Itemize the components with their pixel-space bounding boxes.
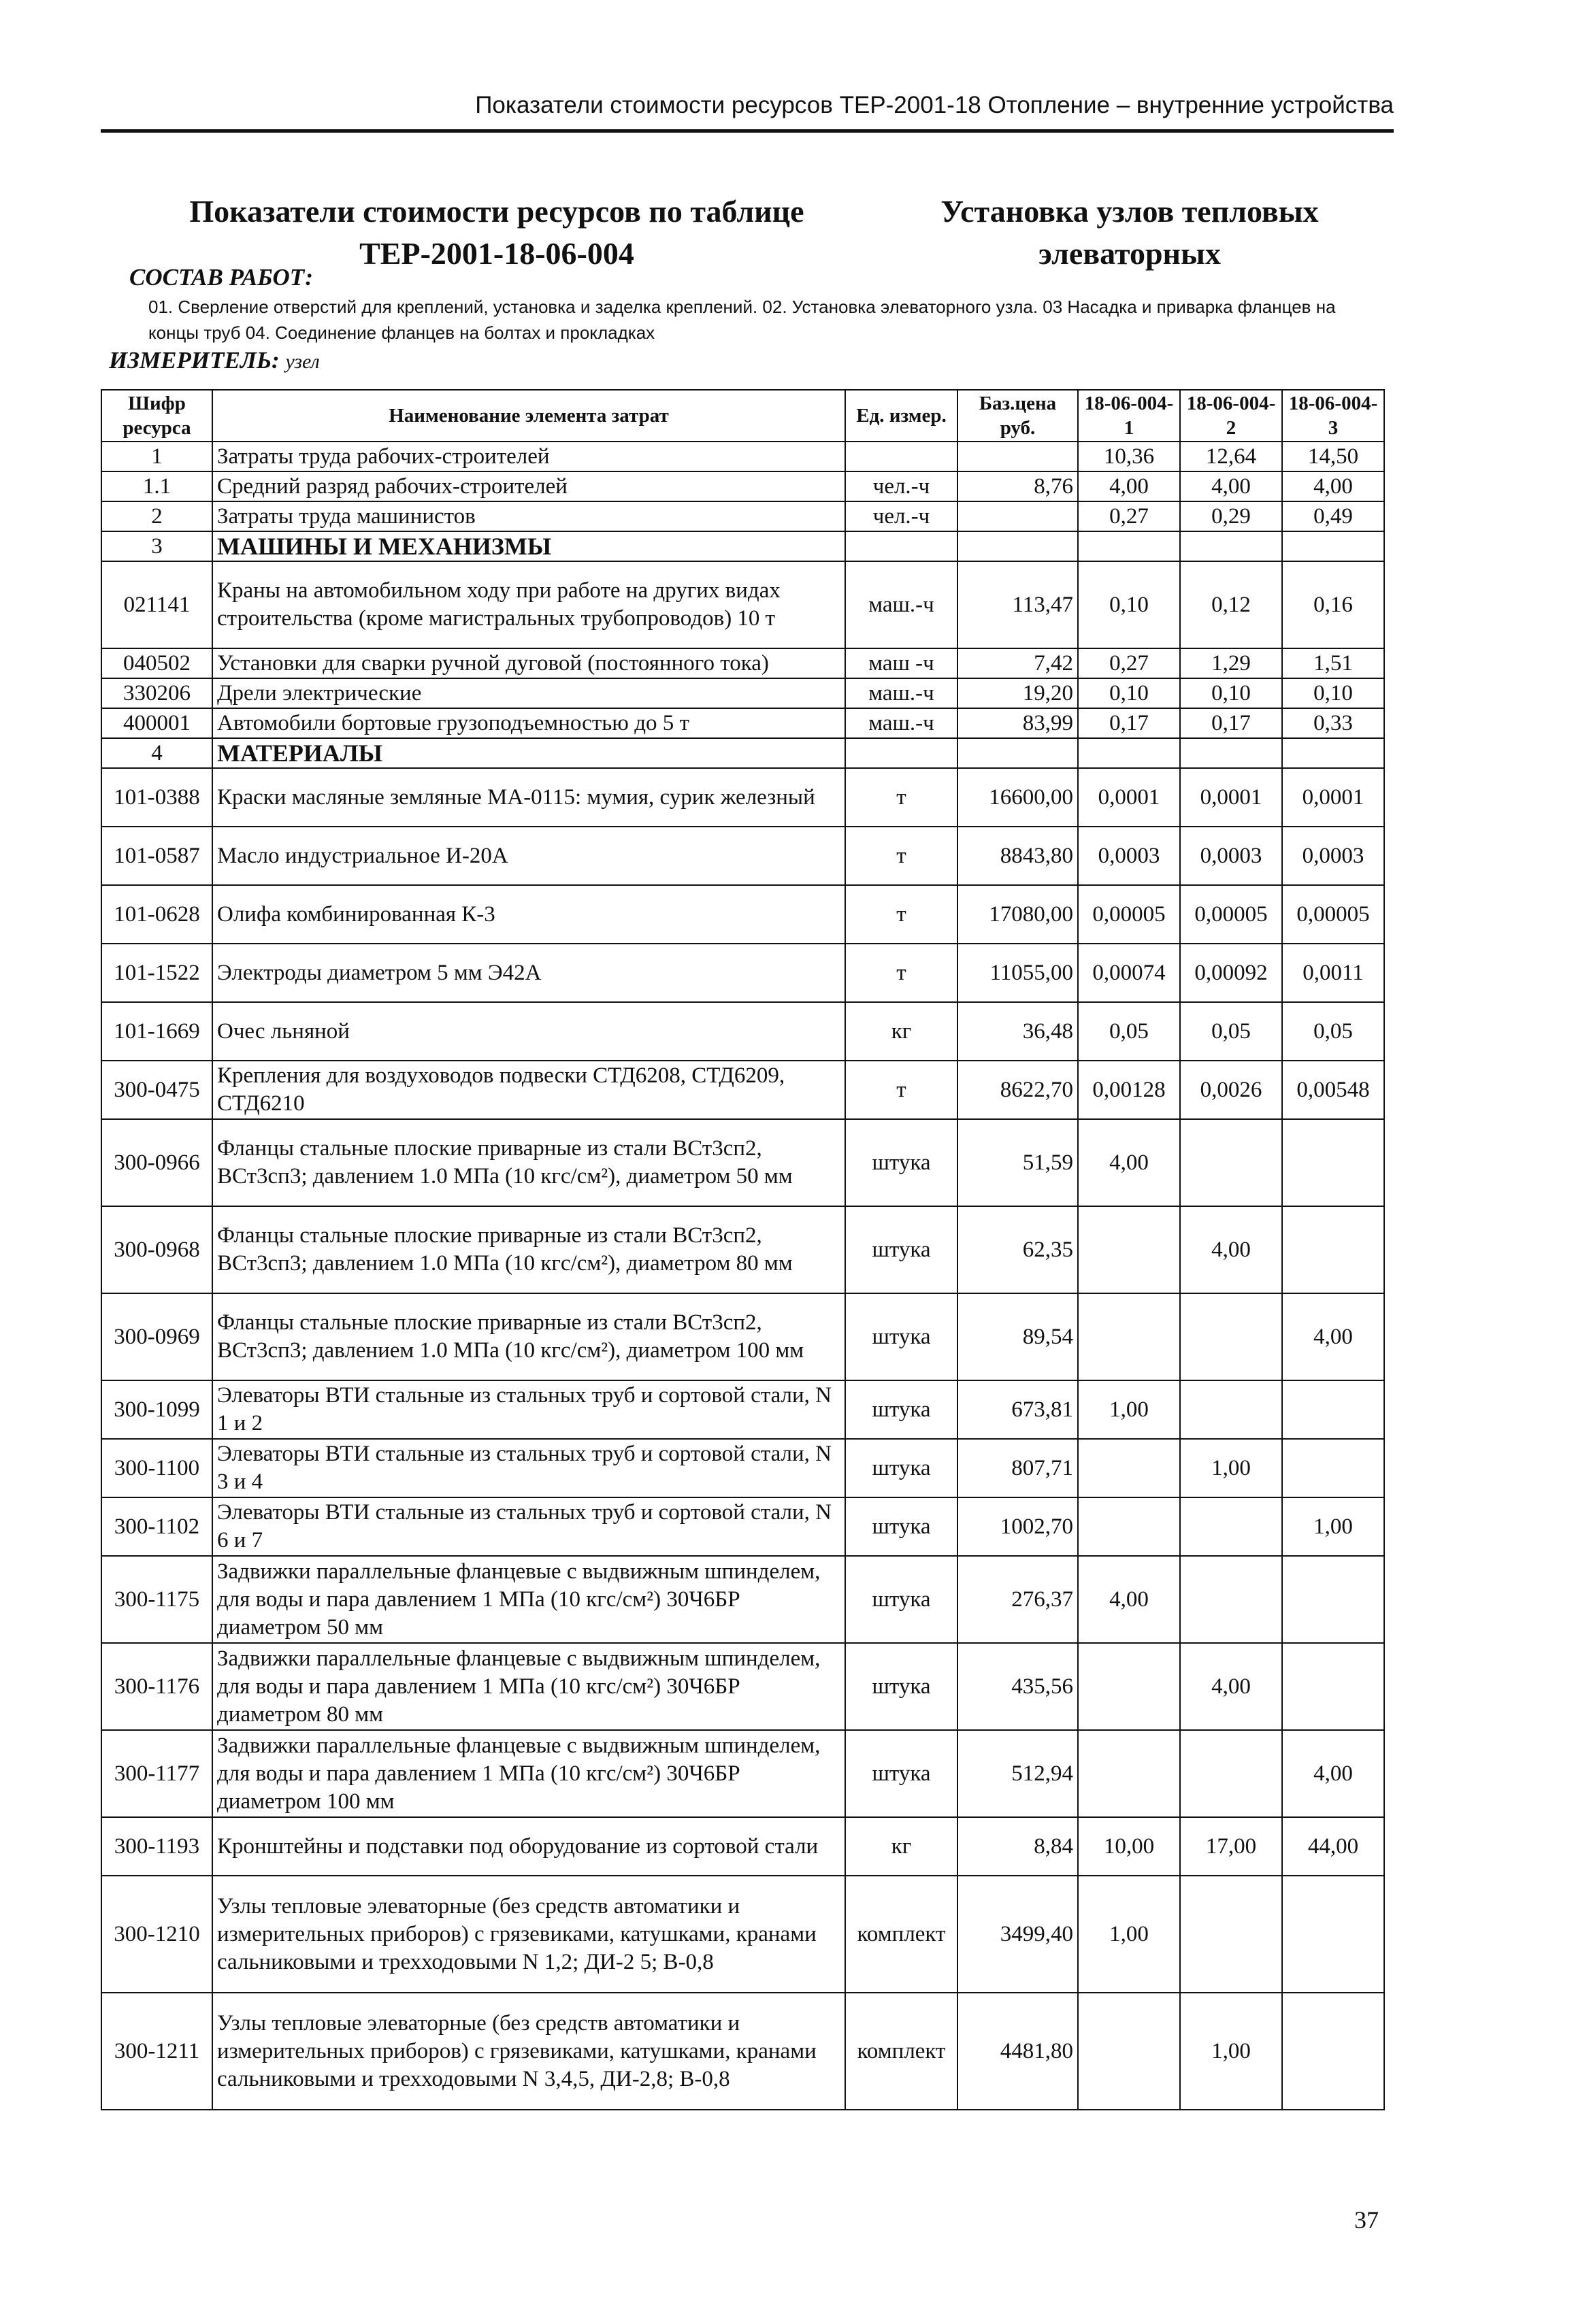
cell-name: Задвижки параллельные фланцевые с выдвижным шпинделем, для воды и пара давлением 1 МПа (10 кгс/см²) 30Ч6БР диаметром 100 мм bbox=[212, 1730, 845, 1817]
cell-c1: 10,36 bbox=[1078, 442, 1180, 471]
cell-unit: т bbox=[845, 1061, 957, 1119]
table-row bbox=[101, 1497, 1384, 1556]
cell-c1: 1,00 bbox=[1078, 1876, 1180, 1993]
section-row bbox=[101, 738, 1384, 768]
cell-c3 bbox=[1282, 1439, 1384, 1497]
cell-name: Краны на автомобильном ходу при работе на других видах строительства (кроме магистральных трубопроводов) 10 т bbox=[212, 561, 845, 648]
cell-price: 113,47 bbox=[957, 561, 1078, 648]
cell-code: 101-1522 bbox=[101, 944, 212, 1002]
cell-price: 8843,80 bbox=[957, 827, 1078, 885]
cell-code: 300-1211 bbox=[101, 1993, 212, 2110]
cell-code: 4 bbox=[101, 738, 212, 768]
cell-c1: 0,00005 bbox=[1078, 885, 1180, 944]
works-description: 01. Сверление отверстий для креплений, установка и заделка креплений. 02. Установка элеваторного узла. 03 Насадка и приварка фланцев на концы труб 04. Соединение фланцев на болтах и прокладках bbox=[148, 297, 1336, 343]
cell-unit bbox=[845, 442, 957, 471]
cell-c1 bbox=[1078, 1730, 1180, 1817]
cell-unit: комплект bbox=[845, 1993, 957, 2110]
cell-price: 435,56 bbox=[957, 1643, 1078, 1730]
cell-c2 bbox=[1180, 1556, 1282, 1643]
cell-c2: 0,29 bbox=[1180, 501, 1282, 531]
cell-c1: 0,17 bbox=[1078, 708, 1180, 738]
cell-c2 bbox=[1180, 1497, 1282, 1556]
cell-c1 bbox=[1078, 1993, 1180, 2110]
cell-c2: 0,00092 bbox=[1180, 944, 1282, 1002]
resource-table bbox=[101, 389, 1385, 2110]
cell-unit: штука bbox=[845, 1293, 957, 1380]
cell-c1: 0,00074 bbox=[1078, 944, 1180, 1002]
cell-name: Затраты труда рабочих-строителей bbox=[212, 442, 845, 471]
table-row bbox=[101, 827, 1384, 885]
cell-code: 300-0475 bbox=[101, 1061, 212, 1119]
cell-code: 101-0587 bbox=[101, 827, 212, 885]
page-number: 37 bbox=[1354, 2206, 1379, 2234]
cell-c3: 0,0011 bbox=[1282, 944, 1384, 1002]
cell-c2: 0,0003 bbox=[1180, 827, 1282, 885]
cell-code: 2 bbox=[101, 501, 212, 531]
cell-unit: маш.-ч bbox=[845, 708, 957, 738]
cell-c3: 4,00 bbox=[1282, 471, 1384, 501]
cell-c2 bbox=[1180, 1380, 1282, 1439]
cell-price: 807,71 bbox=[957, 1439, 1078, 1497]
cell-code: 300-1193 bbox=[101, 1817, 212, 1876]
cell-price: 8,76 bbox=[957, 471, 1078, 501]
table-row bbox=[101, 708, 1384, 738]
table-row bbox=[101, 1061, 1384, 1119]
cell-unit: маш.-ч bbox=[845, 678, 957, 708]
cell-name: Задвижки параллельные фланцевые с выдвижным шпинделем, для воды и пара давлением 1 МПа (10 кгс/см²) 30Ч6БР диаметром 50 мм bbox=[212, 1556, 845, 1643]
cell-c3: 0,16 bbox=[1282, 561, 1384, 648]
cell-unit: штука bbox=[845, 1206, 957, 1293]
cell-c2 bbox=[1180, 1119, 1282, 1206]
cell-unit: штука bbox=[845, 1119, 957, 1206]
cell-c3: 1,51 bbox=[1282, 648, 1384, 678]
table-row bbox=[101, 678, 1384, 708]
cell-price: 36,48 bbox=[957, 1002, 1078, 1061]
cell-c2: 0,12 bbox=[1180, 561, 1282, 648]
header-name: Наименование элемента затрат bbox=[212, 390, 845, 442]
cell-code: 300-0969 bbox=[101, 1293, 212, 1380]
cell-c2: 17,00 bbox=[1180, 1817, 1282, 1876]
cell-name: Элеваторы ВТИ стальные из стальных труб и сортовой стали, N 1 и 2 bbox=[212, 1380, 845, 1439]
cell-c2: 1,00 bbox=[1180, 1993, 1282, 2110]
cell-c3: 0,49 bbox=[1282, 501, 1384, 531]
header-c1: 18-06-004-1 bbox=[1078, 390, 1180, 442]
cell-c3: 0,0003 bbox=[1282, 827, 1384, 885]
table-row bbox=[101, 1643, 1384, 1730]
cell-code: 101-0388 bbox=[101, 768, 212, 827]
cell-code: 300-1102 bbox=[101, 1497, 212, 1556]
cell-c1: 0,10 bbox=[1078, 678, 1180, 708]
cell-c3: 4,00 bbox=[1282, 1730, 1384, 1817]
cell-c2: 1,00 bbox=[1180, 1439, 1282, 1497]
cell-c3: 0,05 bbox=[1282, 1002, 1384, 1061]
cell-code: 101-0628 bbox=[101, 885, 212, 944]
cell-c1 bbox=[1078, 1293, 1180, 1380]
cell-name: Фланцы стальные плоские приварные из стали ВСт3сп2, ВСт3сп3; давлением 1.0 МПа (10 кгс/см²), диаметром 100 мм bbox=[212, 1293, 845, 1380]
cell-name: Установки для сварки ручной дуговой (постоянного тока) bbox=[212, 648, 845, 678]
cell-c3 bbox=[1282, 1643, 1384, 1730]
unit-label: ИЗМЕРИТЕЛЬ: bbox=[109, 347, 280, 374]
cell-unit: штука bbox=[845, 1439, 957, 1497]
cell-c1: 0,27 bbox=[1078, 648, 1180, 678]
cell-unit: кг bbox=[845, 1817, 957, 1876]
cell-name: Автомобили бортовые грузоподъемностью до 5 т bbox=[212, 708, 845, 738]
cell-c3 bbox=[1282, 1206, 1384, 1293]
table-row bbox=[101, 442, 1384, 471]
cell-c2: 4,00 bbox=[1180, 1643, 1282, 1730]
table-row bbox=[101, 768, 1384, 827]
cell-name: Средний разряд рабочих-строителей bbox=[212, 471, 845, 501]
table-row bbox=[101, 1817, 1384, 1876]
cell-c2: 12,64 bbox=[1180, 442, 1282, 471]
cell-price: 3499,40 bbox=[957, 1876, 1078, 1993]
works-label: СОСТАВ РАБОТ: bbox=[129, 264, 314, 290]
cell-c3: 14,50 bbox=[1282, 442, 1384, 471]
table-row bbox=[101, 1439, 1384, 1497]
cell-price: 17080,00 bbox=[957, 885, 1078, 944]
cell-c3: 0,33 bbox=[1282, 708, 1384, 738]
cell-c3 bbox=[1282, 1119, 1384, 1206]
section-title: Установка узлов тепловых элеваторных bbox=[940, 194, 1319, 271]
cell-price: 89,54 bbox=[957, 1293, 1078, 1380]
section-row bbox=[101, 531, 1384, 561]
cell-c2: 0,05 bbox=[1180, 1002, 1282, 1061]
cell-price bbox=[957, 738, 1078, 768]
table-row bbox=[101, 471, 1384, 501]
cell-name: Фланцы стальные плоские приварные из стали ВСт3сп2, ВСт3сп3; давлением 1.0 МПа (10 кгс/см²), диаметром 50 мм bbox=[212, 1119, 845, 1206]
cell-price: 11055,00 bbox=[957, 944, 1078, 1002]
cell-code: 3 bbox=[101, 531, 212, 561]
cell-c1: 0,05 bbox=[1078, 1002, 1180, 1061]
cell-code: 1 bbox=[101, 442, 212, 471]
cell-price: 673,81 bbox=[957, 1380, 1078, 1439]
cell-c2 bbox=[1180, 1293, 1282, 1380]
cell-code: 300-1100 bbox=[101, 1439, 212, 1497]
cell-code: 101-1669 bbox=[101, 1002, 212, 1061]
cell-c3: 0,00005 bbox=[1282, 885, 1384, 944]
table-row bbox=[101, 1206, 1384, 1293]
cell-unit: кг bbox=[845, 1002, 957, 1061]
header-unit: Ед. измер. bbox=[845, 390, 957, 442]
cell-price bbox=[957, 442, 1078, 471]
cell-unit: штука bbox=[845, 1380, 957, 1439]
cell-unit: т bbox=[845, 944, 957, 1002]
cell-code: 300-1177 bbox=[101, 1730, 212, 1817]
cell-c1 bbox=[1078, 1439, 1180, 1497]
cell-name: Узлы тепловые элеваторные (без средств автоматики и измерительных приборов) с грязевиками, катушками, кранами сальниковыми и трехходовыми N 3,4,5, ДИ-2,8; В-0,8 bbox=[212, 1993, 845, 2110]
cell-code: 1.1 bbox=[101, 471, 212, 501]
cell-c2 bbox=[1180, 1730, 1282, 1817]
cell-unit: т bbox=[845, 827, 957, 885]
cell-price: 62,35 bbox=[957, 1206, 1078, 1293]
cell-c3: 4,00 bbox=[1282, 1293, 1384, 1380]
cell-c1: 4,00 bbox=[1078, 1119, 1180, 1206]
cell-c3 bbox=[1282, 1993, 1384, 2110]
table-row bbox=[101, 1876, 1384, 1993]
cell-code: 330206 bbox=[101, 678, 212, 708]
cell-c2: 4,00 bbox=[1180, 1206, 1282, 1293]
cell-name: Элеваторы ВТИ стальные из стальных труб и сортовой стали, N 6 и 7 bbox=[212, 1497, 845, 1556]
cell-name: Крепления для воздуховодов подвески СТД6208, СТД6209, СТД6210 bbox=[212, 1061, 845, 1119]
table-row bbox=[101, 1002, 1384, 1061]
table-row bbox=[101, 1119, 1384, 1206]
cell-name: Дрели электрические bbox=[212, 678, 845, 708]
cell-name: Элеваторы ВТИ стальные из стальных труб и сортовой стали, N 3 и 4 bbox=[212, 1439, 845, 1497]
table-row bbox=[101, 561, 1384, 648]
cell-price: 1002,70 bbox=[957, 1497, 1078, 1556]
cell-price: 4481,80 bbox=[957, 1993, 1078, 2110]
cell-code: 300-1210 bbox=[101, 1876, 212, 1993]
cell-code: 300-0966 bbox=[101, 1119, 212, 1206]
table-row bbox=[101, 1730, 1384, 1817]
cell-unit: чел.-ч bbox=[845, 471, 957, 501]
cell-c1: 0,0001 bbox=[1078, 768, 1180, 827]
cell-c1: 10,00 bbox=[1078, 1817, 1180, 1876]
cell-c1 bbox=[1078, 1643, 1180, 1730]
cell-price: 8622,70 bbox=[957, 1061, 1078, 1119]
cell-name: Фланцы стальные плоские приварные из стали ВСт3сп2, ВСт3сп3; давлением 1.0 МПа (10 кгс/см²), диаметром 80 мм bbox=[212, 1206, 845, 1293]
header-c2: 18-06-004-2 bbox=[1180, 390, 1282, 442]
cell-unit: чел.-ч bbox=[845, 501, 957, 531]
cell-code: 300-1099 bbox=[101, 1380, 212, 1439]
cell-price bbox=[957, 501, 1078, 531]
cell-code: 300-1175 bbox=[101, 1556, 212, 1643]
header-code: Шифр ресурса bbox=[101, 390, 212, 442]
cell-c3: 1,00 bbox=[1282, 1497, 1384, 1556]
cell-name: Олифа комбинированная К-3 bbox=[212, 885, 845, 944]
cell-code: 400001 bbox=[101, 708, 212, 738]
cell-code: 021141 bbox=[101, 561, 212, 648]
cell-c2: 4,00 bbox=[1180, 471, 1282, 501]
cell-c2: 0,0026 bbox=[1180, 1061, 1282, 1119]
cell-name: МАШИНЫ И МЕХАНИЗМЫ bbox=[212, 531, 845, 561]
cell-c1: 0,27 bbox=[1078, 501, 1180, 531]
cell-unit: маш.-ч bbox=[845, 561, 957, 648]
cell-c2: 1,29 bbox=[1180, 648, 1282, 678]
cell-price: 16600,00 bbox=[957, 768, 1078, 827]
table-row bbox=[101, 885, 1384, 944]
cell-c1: 0,10 bbox=[1078, 561, 1180, 648]
cell-c3: 44,00 bbox=[1282, 1817, 1384, 1876]
table-row bbox=[101, 1993, 1384, 2110]
cell-code: 040502 bbox=[101, 648, 212, 678]
cell-unit: т bbox=[845, 768, 957, 827]
unit-line bbox=[109, 347, 320, 374]
cell-unit: комплект bbox=[845, 1876, 957, 1993]
cell-c1: 0,00128 bbox=[1078, 1061, 1180, 1119]
cell-c3 bbox=[1282, 738, 1384, 768]
table-row bbox=[101, 501, 1384, 531]
cell-c1: 4,00 bbox=[1078, 1556, 1180, 1643]
cell-name: Кронштейны и подставки под оборудование из сортовой стали bbox=[212, 1817, 845, 1876]
cell-c1 bbox=[1078, 1206, 1180, 1293]
cell-unit: штука bbox=[845, 1497, 957, 1556]
cell-c3: 0,00548 bbox=[1282, 1061, 1384, 1119]
unit-value: узел bbox=[285, 350, 320, 373]
table-row bbox=[101, 648, 1384, 678]
cell-c1 bbox=[1078, 531, 1180, 561]
table-header-row bbox=[101, 390, 1384, 442]
cell-unit bbox=[845, 738, 957, 768]
cell-c1: 1,00 bbox=[1078, 1380, 1180, 1439]
cell-c3: 0,0001 bbox=[1282, 768, 1384, 827]
cell-price: 7,42 bbox=[957, 648, 1078, 678]
cell-unit: штука bbox=[845, 1556, 957, 1643]
cell-c3: 0,10 bbox=[1282, 678, 1384, 708]
cell-c2 bbox=[1180, 531, 1282, 561]
cell-name: Задвижки параллельные фланцевые с выдвижным шпинделем, для воды и пара давлением 1 МПа (10 кгс/см²) 30Ч6БР диаметром 80 мм bbox=[212, 1643, 845, 1730]
cell-c1: 0,0003 bbox=[1078, 827, 1180, 885]
cell-price: 276,37 bbox=[957, 1556, 1078, 1643]
cell-unit bbox=[845, 531, 957, 561]
cell-unit: т bbox=[845, 885, 957, 944]
table-title: Показатели стоимости ресурсов по таблице ТЕР-2001-18-06-004 bbox=[189, 194, 804, 271]
cell-price bbox=[957, 531, 1078, 561]
cell-c2 bbox=[1180, 1876, 1282, 1993]
cell-c1: 4,00 bbox=[1078, 471, 1180, 501]
cell-code: 300-1176 bbox=[101, 1643, 212, 1730]
cell-name: Узлы тепловые элеваторные (без средств автоматики и измерительных приборов) с грязевиками, катушками, кранами сальниковыми и трехходовыми N 1,2; ДИ-2 5; В-0,8 bbox=[212, 1876, 845, 1993]
cell-name: Краски масляные земляные МА-0115: мумия, сурик железный bbox=[212, 768, 845, 827]
cell-unit: штука bbox=[845, 1730, 957, 1817]
cell-c2: 0,00005 bbox=[1180, 885, 1282, 944]
cell-price: 51,59 bbox=[957, 1119, 1078, 1206]
cell-c1 bbox=[1078, 1497, 1180, 1556]
cell-c2: 0,17 bbox=[1180, 708, 1282, 738]
cell-c3 bbox=[1282, 531, 1384, 561]
cell-c3 bbox=[1282, 1876, 1384, 1993]
cell-name: Электроды диаметром 5 мм Э42А bbox=[212, 944, 845, 1002]
cell-name: Затраты труда машинистов bbox=[212, 501, 845, 531]
table-body bbox=[101, 442, 1384, 2110]
cell-c2 bbox=[1180, 738, 1282, 768]
cell-price: 83,99 bbox=[957, 708, 1078, 738]
cell-price: 512,94 bbox=[957, 1730, 1078, 1817]
cell-c1 bbox=[1078, 738, 1180, 768]
table-row bbox=[101, 1380, 1384, 1439]
cell-c3 bbox=[1282, 1380, 1384, 1439]
table-row bbox=[101, 944, 1384, 1002]
cell-unit: маш -ч bbox=[845, 648, 957, 678]
cell-c3 bbox=[1282, 1556, 1384, 1643]
header-rule bbox=[101, 129, 1394, 133]
cell-name: Масло индустриальное И-20А bbox=[212, 827, 845, 885]
cell-price: 19,20 bbox=[957, 678, 1078, 708]
cell-price: 8,84 bbox=[957, 1817, 1078, 1876]
cell-name: МАТЕРИАЛЫ bbox=[212, 738, 845, 768]
running-header: Показатели стоимости ресурсов ТЕР-2001-18 Отопление – внутренние устройства bbox=[475, 92, 1394, 118]
cell-name: Очес льняной bbox=[212, 1002, 845, 1061]
header-c3: 18-06-004-3 bbox=[1282, 390, 1384, 442]
cell-code: 300-0968 bbox=[101, 1206, 212, 1293]
table-row bbox=[101, 1293, 1384, 1380]
cell-unit: штука bbox=[845, 1643, 957, 1730]
cell-c2: 0,10 bbox=[1180, 678, 1282, 708]
table-row bbox=[101, 1556, 1384, 1643]
cell-c2: 0,0001 bbox=[1180, 768, 1282, 827]
header-price: Баз.цена руб. bbox=[957, 390, 1078, 442]
